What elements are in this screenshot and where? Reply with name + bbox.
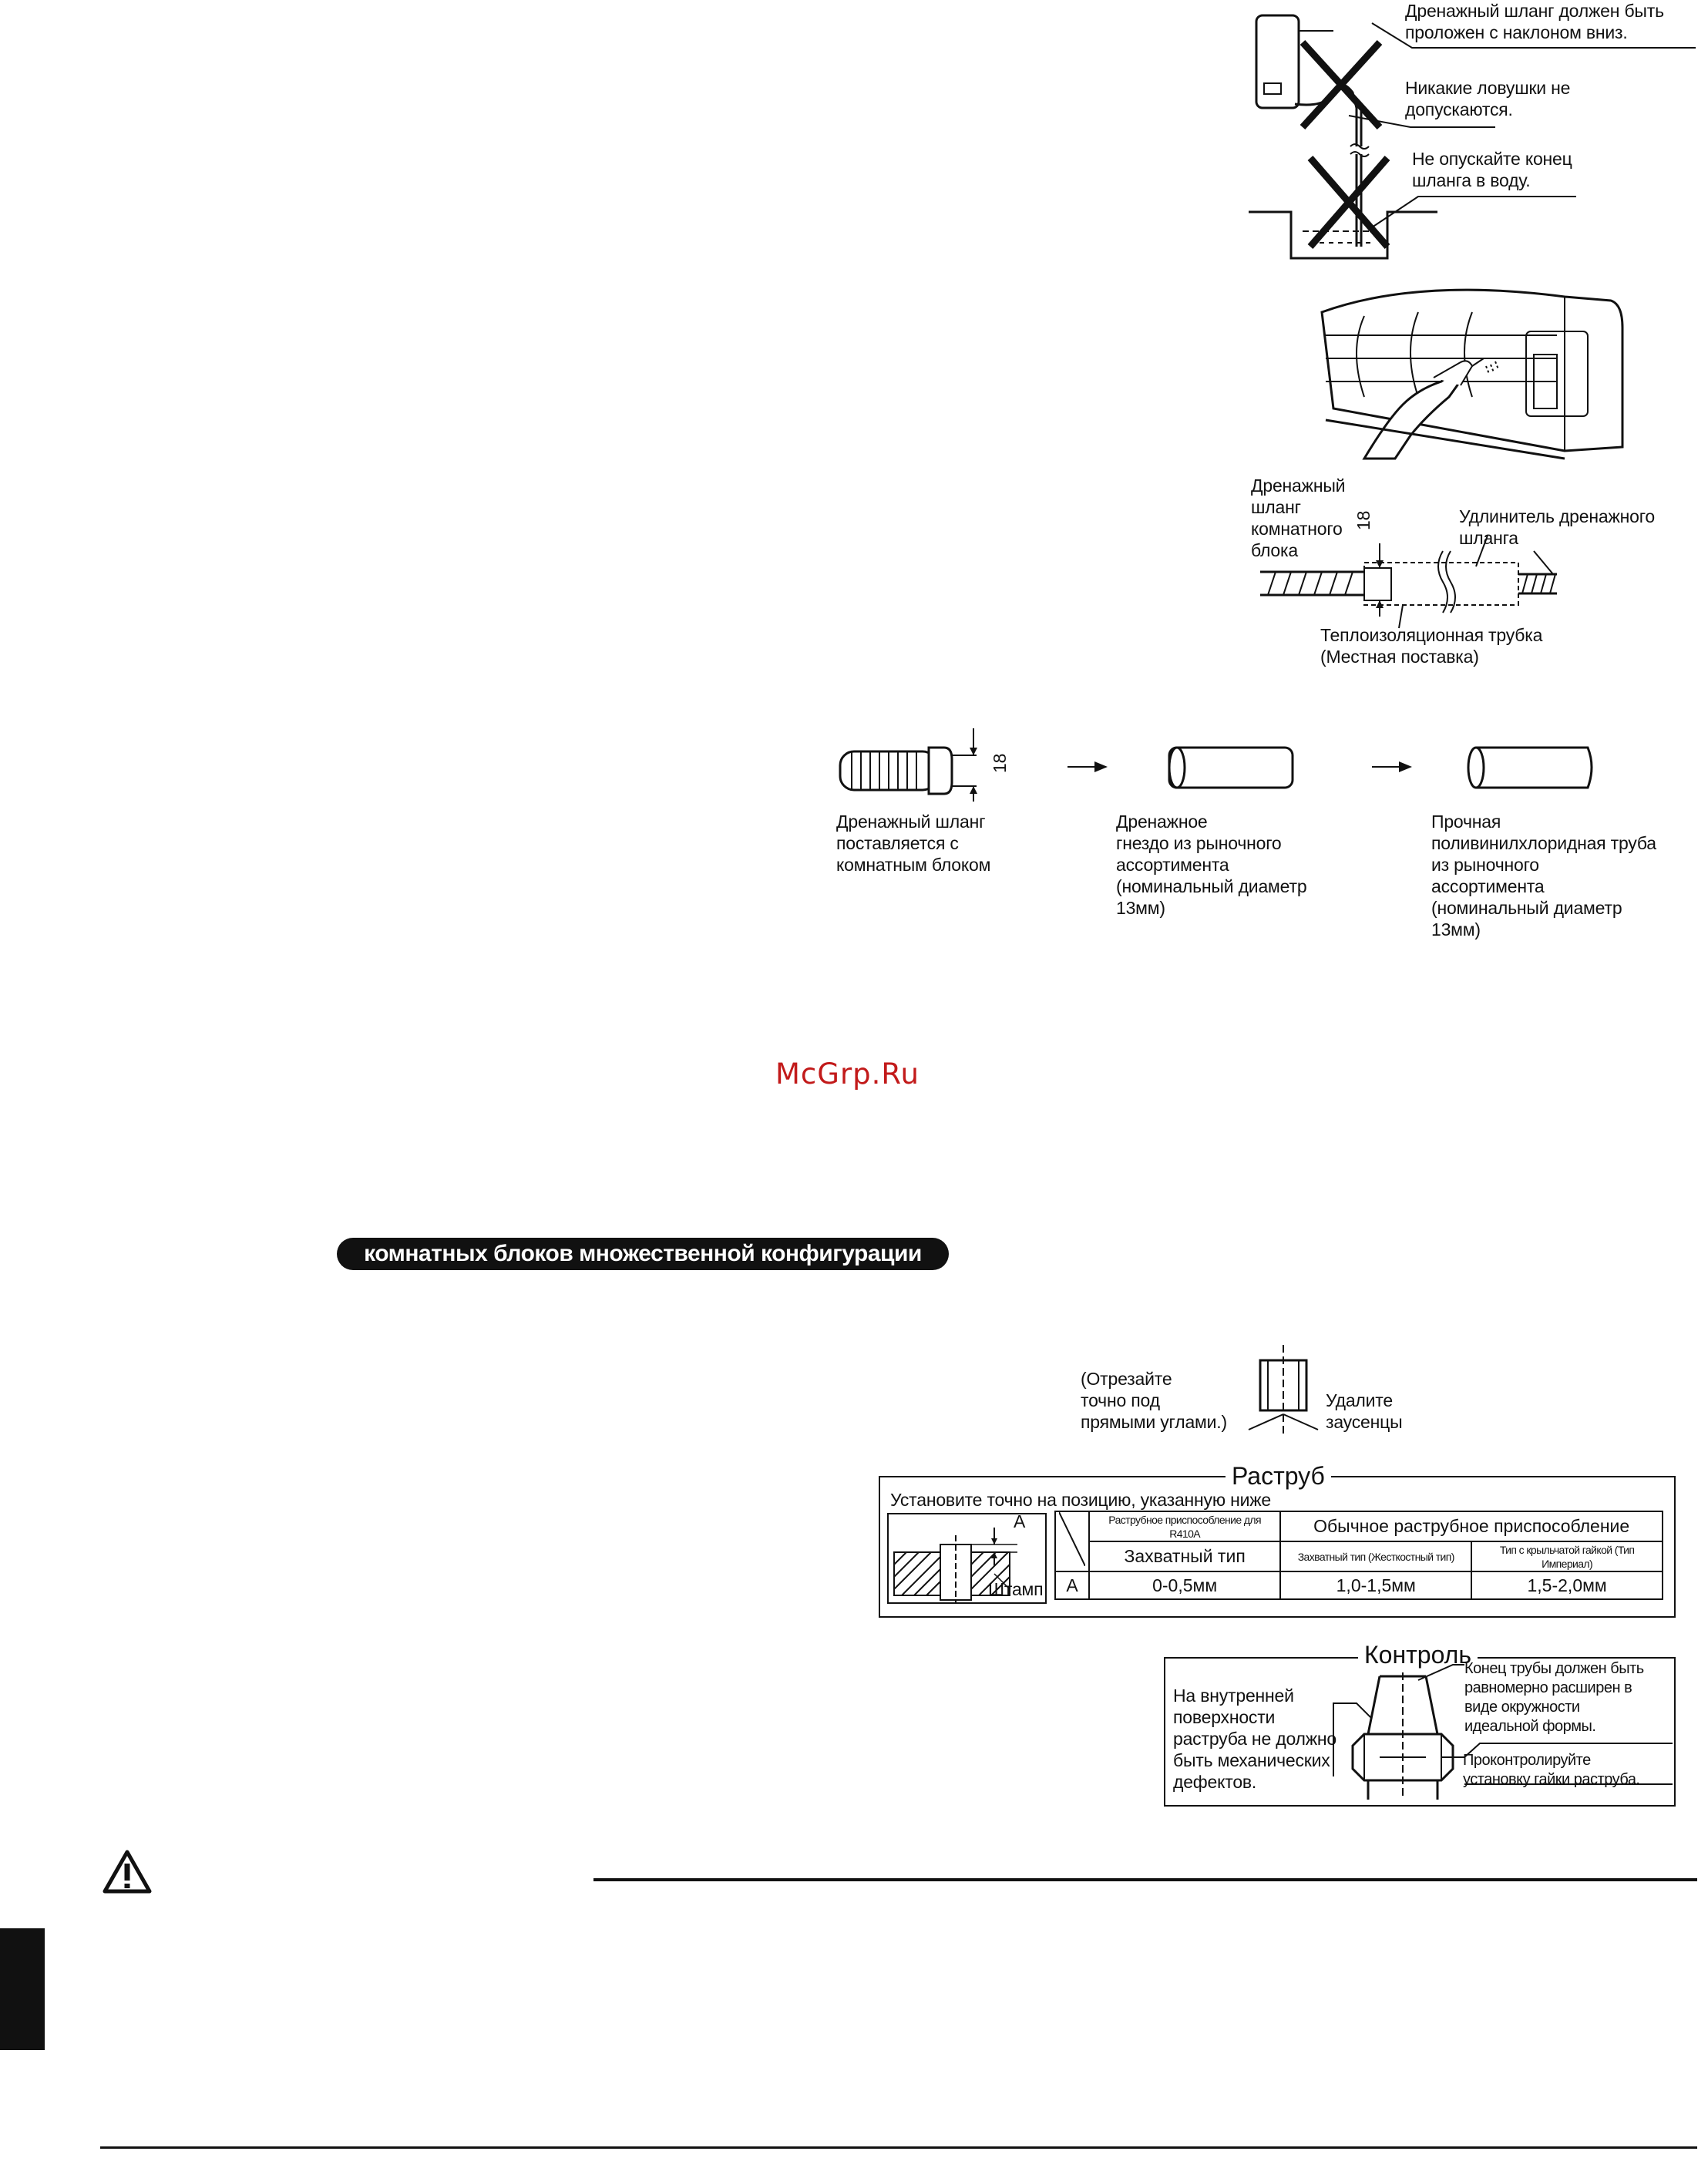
row-label-a: A	[1055, 1571, 1089, 1599]
pipe-item-hose: Дренажный шланг поставляется с комнатным блоком	[836, 812, 991, 875]
bottom-rule	[100, 2146, 1697, 2149]
watermark: McGrp.Ru	[775, 1057, 920, 1091]
label-slope: Дренажный шланг должен быть проложен с наклоном вниз.	[1405, 1, 1664, 42]
val-clutch: 0-0,5мм	[1089, 1571, 1280, 1599]
flare-nut-diagram	[1341, 1672, 1464, 1800]
section-heading: комнатных блоков множественной конфигурации	[337, 1238, 949, 1270]
dim-18-pipe: 18	[990, 753, 1010, 773]
pipe-item-socket: Дренажное гнездо из рыночного ассортимента (номинальный диаметр 13мм)	[1116, 812, 1307, 918]
label-burrs: Удалите заусенцы	[1326, 1390, 1403, 1432]
val-wing: 1,5-2,0мм	[1471, 1571, 1663, 1599]
flare-table	[1054, 1511, 1663, 1600]
pipe-item-pvc: Прочная поливинилхлоридная труба из рыночного ассортимента (номинальный диаметр 13мм)	[1431, 812, 1656, 939]
col-clutch: Захватный тип	[1089, 1541, 1280, 1571]
diagonal-divider	[1059, 1512, 1085, 1566]
check-label-inner: На внутренней поверхности раструба не должно быть механических дефектов.	[1173, 1686, 1337, 1792]
val-rigid: 1,0-1,5мм	[1280, 1571, 1471, 1599]
col-wing-nut: Тип с крыльчатой гайкой (Тип Империал)	[1471, 1541, 1663, 1571]
label-insulation: Теплоизоляционная трубка (Местная поставка)	[1320, 625, 1543, 667]
label-no-water: Не опускайте конец шланга в воду.	[1412, 149, 1572, 190]
col-clutch-rigid: Захватный тип (Жесткостный тип)	[1280, 1541, 1471, 1571]
dim-18-connection: 18	[1353, 510, 1373, 530]
warning-triangle-icon	[103, 1850, 152, 1894]
flare-table-corner	[1055, 1511, 1089, 1571]
check-label-even: Конец трубы должен быть равномерно расширен в виде окружности идеальной формы.	[1464, 1660, 1644, 1735]
col-r410a: Раструбное приспособление для R410A	[1089, 1511, 1280, 1541]
check-label-nut: Проконтролируйте установку гайки раструба.	[1463, 1752, 1640, 1788]
pipe-sequence-diagram	[836, 724, 1599, 802]
flare-instruction: Установите точно на позицию, указанную ниже	[890, 1490, 1272, 1510]
flare-label-die: Штамп	[988, 1579, 1044, 1599]
col-conventional: Обычное раструбное приспособление	[1280, 1511, 1663, 1541]
flare-title: Раструб	[1226, 1463, 1331, 1489]
label-extension: Удлинитель дренажного шланга	[1459, 506, 1655, 548]
label-no-traps: Никакие ловушки не допускаются.	[1405, 78, 1571, 119]
check-title: Контроль	[1358, 1642, 1478, 1668]
pipe-cut-diagram	[1233, 1341, 1341, 1434]
label-indoor-hose: Дренажный шланг комнатного блока	[1251, 476, 1346, 560]
flare-label-a: A	[1014, 1511, 1026, 1531]
section-rule	[593, 1878, 1697, 1881]
page-side-tab	[0, 1928, 45, 2050]
label-cut: (Отрезайте точно под прямыми углами.)	[1081, 1369, 1227, 1432]
indoor-unit-illustration	[1318, 281, 1626, 459]
